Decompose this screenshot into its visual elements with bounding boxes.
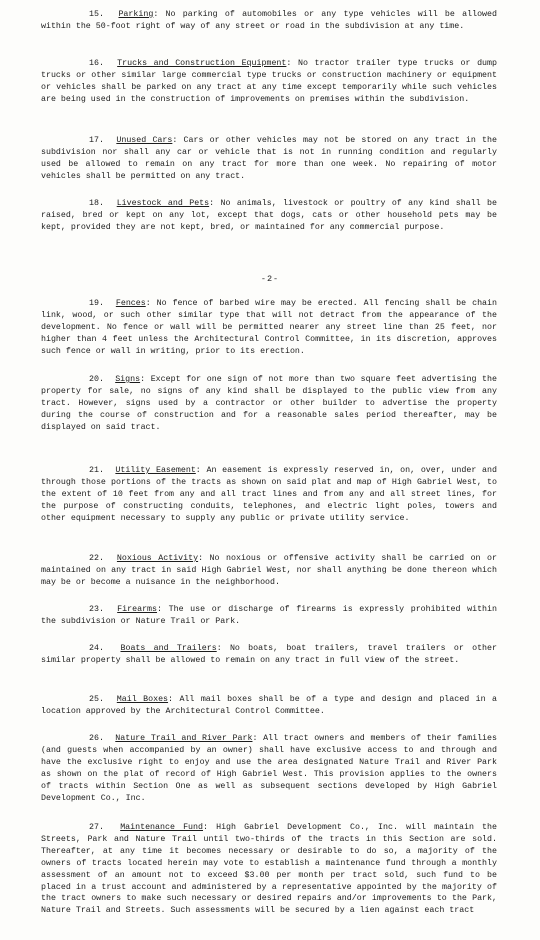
section-unused-cars (41, 135, 497, 183)
section-maintenance-fund (41, 822, 497, 917)
section-number: 20. (89, 375, 104, 384)
section-boats-trailers (41, 643, 497, 667)
page-number: -2- (260, 274, 280, 284)
section-text: : High Gabriel Development Co., Inc. will maintain the Streets, Park and Nature Trail until two-thirds of the tracts in this Section are sold. Thereafter, at any time it becomes necessary or desirable to do so, a majority of the owners of tracts located herein may vote to establish a maintenance fund through a monthly assessment of an amount not to exceed $3.00 per month per tract sold, such fund to be placed in a trust account and administered by a representative appointed by the majority of the tract owners to make such necessary or desired repairs and/or improvements to the Park, Nature Trail and Streets. Such assessments will be secured by a lien against each tract (41, 823, 497, 916)
section-heading: Firearms (117, 605, 158, 614)
section-heading: Noxious Activity (116, 554, 199, 563)
section-text: : No animals, livestock or poultry of any kind shall be raised, bred or kept on any lot, except that dogs, cats or other household pets may be kept, provided they are not kept, bred, or maintained for any commercial purpose. (41, 199, 498, 232)
section-paragraph (41, 374, 497, 434)
section-heading: Mail Boxes (116, 695, 169, 704)
section-number: 23. (89, 605, 104, 614)
section-paragraph (41, 465, 497, 525)
section-paragraph (41, 643, 497, 667)
section-heading: Signs (115, 375, 141, 384)
section-paragraph (41, 298, 497, 358)
section-number: 22. (89, 554, 104, 563)
section-heading: Nature Trail and River Park (115, 734, 253, 743)
section-heading: Boats and Trailers (120, 644, 217, 653)
section-number: 25. (89, 695, 104, 704)
section-text: : All tract owners and members of their families (and guests when accompanied by an owner) shall have exclusive access to and through and have the exclusive right to enjoy and use the area designated Nature Trail and River Park as shown on the plat of record of High Gabriel West. This provision applies to the owners of tracts within Section One as well as subsequent sections developed by High Gabriel Development Co., Inc. (41, 734, 497, 803)
section-utility-easement (41, 465, 497, 525)
section-paragraph (41, 198, 497, 234)
section-text: : The use or discharge of firearms is expressly prohibited within the subdivision or Nature Trail or Park. (41, 605, 497, 626)
section-paragraph (41, 9, 497, 33)
section-text: : No tractor trailer type trucks or dump trucks or other similar large commercial type trucks or construction machinery or equipment or vehicles shall be parked on any tract at any time except temporarily while such vehicles are being used in the construction of improvements on premises within the subdivision. (41, 59, 497, 104)
section-fences (41, 298, 497, 358)
section-text: : Except for one sign of not more than two square feet advertising the property for sale, no signs of any kind shall be displayed to the public view from any tract. However, signs used by a contractor or other builder to advertise the property during the course of construction and for a reasonable sales period thereafter, may be displayed on said tract. (41, 375, 497, 432)
section-number: 16. (89, 59, 104, 68)
section-heading: Maintenance Fund (120, 823, 203, 832)
section-text: : All mail boxes shall be of a type and design and placed in a location approved by the Architectural Control Committee. (41, 695, 497, 716)
section-text: : No boats, boat trailers, travel trailers or other similar property shall be allowed to remain on any tract in full view of the street. (41, 644, 497, 665)
section-number: 15. (89, 10, 104, 19)
section-heading: Fences (115, 299, 146, 308)
section-text: : An easement is expressly reserved in, on, over, under and through those portions of the tracts as shown on said plat and map of High Gabriel West, to the extent of 10 feet from any and all tract lines and from any and all street lines, for the purpose of constructing conduits, telephones, and electric light poles, towers and other equipment necessary to supply any public or private utility service. (41, 466, 497, 523)
section-signs (41, 374, 497, 434)
section-paragraph (41, 58, 497, 106)
section-paragraph (41, 694, 497, 718)
section-number: 21. (89, 466, 104, 475)
section-noxious-activity (41, 553, 497, 589)
section-nature-trail-river-park (41, 733, 497, 804)
section-number: 17. (89, 136, 104, 145)
section-number: 18. (89, 199, 104, 208)
section-number: 26. (89, 734, 104, 743)
section-parking (41, 9, 497, 33)
section-number: 24. (89, 644, 104, 653)
section-heading: Parking (118, 10, 154, 19)
section-trucks-construction-equipment (41, 58, 497, 106)
section-livestock-pets (41, 198, 497, 234)
section-heading: Utility Easement (115, 466, 196, 475)
section-text: : No noxious or offensive activity shall be carried on or maintained on any tract in said High Gabriel West, nor shall anything be done thereon which may be or become a nuisance in the neighborhood. (41, 554, 497, 587)
section-text: : Cars or other vehicles may not be stored on any tract in the subdivision nor shall any car or vehicle that is not in running condition and regularly used be allowed to remain on any tract for more than one week. No repairing of motor vehicles shall be permitted on any tract. (41, 136, 497, 181)
section-paragraph (41, 553, 497, 589)
section-number: 27. (89, 823, 104, 832)
section-paragraph (41, 822, 497, 917)
section-number: 19. (89, 299, 104, 308)
section-heading: Trucks and Construction Equipment (117, 59, 287, 68)
section-paragraph (41, 604, 497, 628)
section-heading: Unused Cars (116, 136, 173, 145)
section-firearms (41, 604, 497, 628)
section-mail-boxes (41, 694, 497, 718)
section-text: : No fence of barbed wire may be erected. All fencing shall be chain link, wood, or such other similar type that will not detract from the appearance of the development. No fence or wall will be permitted nearer any street line than 25 feet, nor higher than 4 feet unless the Architectural Control Committee, in its discretion, approves such fence or wall in writing, prior to its erection. (41, 299, 497, 356)
section-heading: Livestock and Pets (116, 199, 210, 208)
section-paragraph (41, 733, 497, 804)
section-text: : No parking of automobiles or any type vehicles will be allowed within the 50-foot right of way of any street or road in the subdivision at any time. (41, 10, 497, 31)
section-paragraph (41, 135, 497, 183)
